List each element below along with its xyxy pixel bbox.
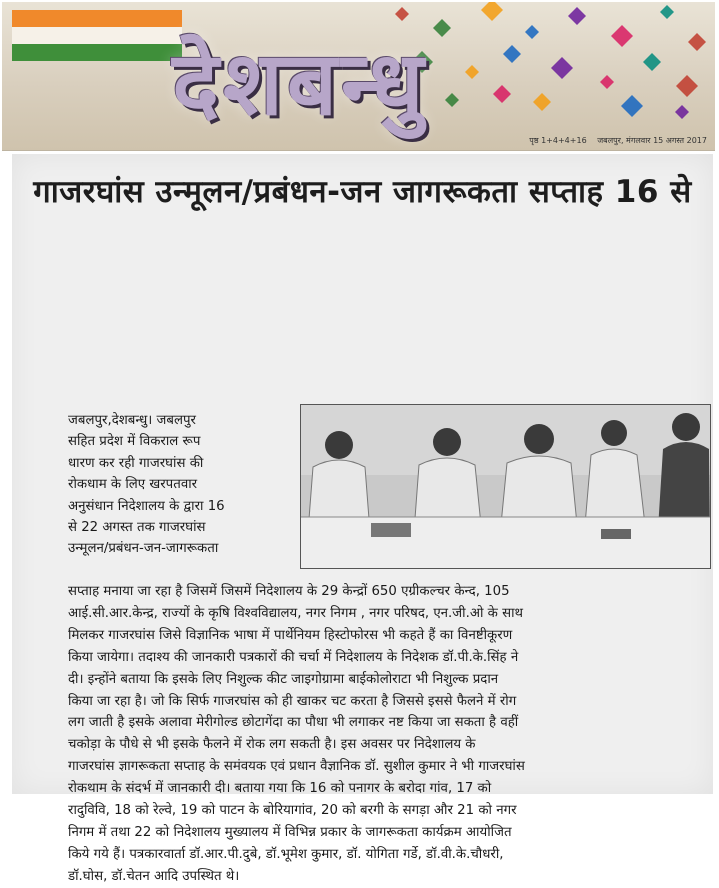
edition-line	[529, 135, 707, 146]
text-line: उन्मूलन/प्रबंधन-जन-जागरूकता	[68, 541, 219, 557]
text-line: गाजरघांस ज्ञागरूकता सप्ताह के समंवयक एवं प्रधान वैज्ञानिक डॉ. सुशील कुमार ने भी गाजरघांस	[68, 759, 525, 775]
article-body	[68, 581, 708, 888]
text-line: डॉ.घोस, डॉ.चेतन आदि उपस्थित थे।	[68, 868, 240, 884]
kite-icon	[643, 53, 661, 71]
text-line: जबलपुर,देशबन्धु। जबलपुर	[68, 413, 196, 428]
text-line: अनुसंधान निदेशालय के द्वारा 16	[68, 498, 225, 514]
text-line: आई.सी.आर.केन्द्र, राज्यों के कृषि विश्वविद्यालय, नगर निगम , नगर परिषद, एन.जी.ओ के साथ	[68, 605, 524, 621]
kite-icon	[621, 95, 643, 117]
text-line: लग जाती है इसके अलावा मेरीगोल्ड छोटागेंदा का पौधा भी लगाकर नष्ट किया जा सकता है वहीं	[68, 715, 519, 731]
kite-icon	[675, 105, 689, 119]
masthead	[2, 2, 715, 151]
text-line: किया जा रहा है। जो कि सिर्फ गाजरघांस को ही खाकर चट करता है जिससे इससे फैलने में रोग	[68, 693, 517, 709]
kite-icon	[395, 7, 409, 21]
text-line: सप्ताह मनाया जा रहा है जिसमें जिसमें निदेशालय के 29 केन्द्रों 650 एग्रीकल्चर केन्द, 105	[68, 584, 510, 599]
text-line: चकोड़ा के पौधे से भी इसके फैलने में रोक लग सकती है। इस अवसर पर निदेशालय के	[68, 737, 476, 753]
text-line: रादुविवि, 18 को रेल्वे, 19 को पाटन के बोरियागांव, 20 को बरगी के सगड़ा और 21 को नगर	[68, 803, 517, 819]
text-line: किया जायेगा। तदाश्य की जानकारी पत्रकारों की चर्चा में निदेशालय के निदेशक डॉ.पी.के.सिंह ने	[68, 649, 519, 665]
text-line: किये गये हैं। पत्रकारवार्ता डॉ.आर.पी.दुबे, डॉ.भूमेश कुमार, डॉ. योगिता गर्डे, डॉ.वी.के.चौधरी,	[68, 846, 504, 862]
kite-icon	[481, 2, 503, 21]
text-line: रोकधाम के लिए खरपतवार	[68, 477, 198, 493]
newspaper-logo: देशबन्धु	[172, 32, 428, 135]
kite-icon	[660, 5, 674, 19]
text-line: मिलकर गाजरघांस जिसे विज्ञानिक भाषा में पार्थेनियम हिस्टोफोरस भी कहते हैं का विनष्टीकूरण	[68, 627, 513, 643]
article-intro-column	[68, 410, 294, 560]
kite-icon	[568, 7, 586, 25]
kite-icon	[611, 25, 633, 47]
kite-icon	[600, 75, 614, 89]
page-info: पृष्ठ 1+4+4+16	[529, 136, 587, 145]
text-line: रोकथाम के संदर्भ में जानकारी दी। बताया गया कि 16 को पनागर के बरोदा गांव, 17 को	[68, 781, 492, 797]
text-line: से 22 अगस्त तक गाजरघांस	[68, 520, 206, 536]
kite-icon	[676, 75, 698, 97]
photo-illustration	[301, 405, 710, 568]
text-line: सहित प्रदेश में विकराल रूप	[68, 434, 201, 450]
edition-date: जबलपुर, मंगलवार 15 अगस्त 2017	[597, 136, 707, 145]
text-line: दी। इन्होंने बताया कि इसके लिए निशुल्क कीट जाइगोग्रामा बाईकोलोराटा भी निशुल्क प्रदान	[68, 671, 499, 687]
text-line: धारण कर रही गाजरघांस की	[68, 455, 204, 471]
text-line: निगम में तथा 22 को निदेशालय मुख्यालय में विभिन्न प्रकार के जागरूकता कार्यक्रम आयोजित	[68, 824, 512, 840]
press-conference-photo	[300, 404, 711, 569]
article-headline: गाजरघांस उन्मूलन/प्रबंधन-जन जागरूकता सप्ताह 16 से	[33, 174, 692, 210]
kite-icon	[688, 33, 706, 51]
